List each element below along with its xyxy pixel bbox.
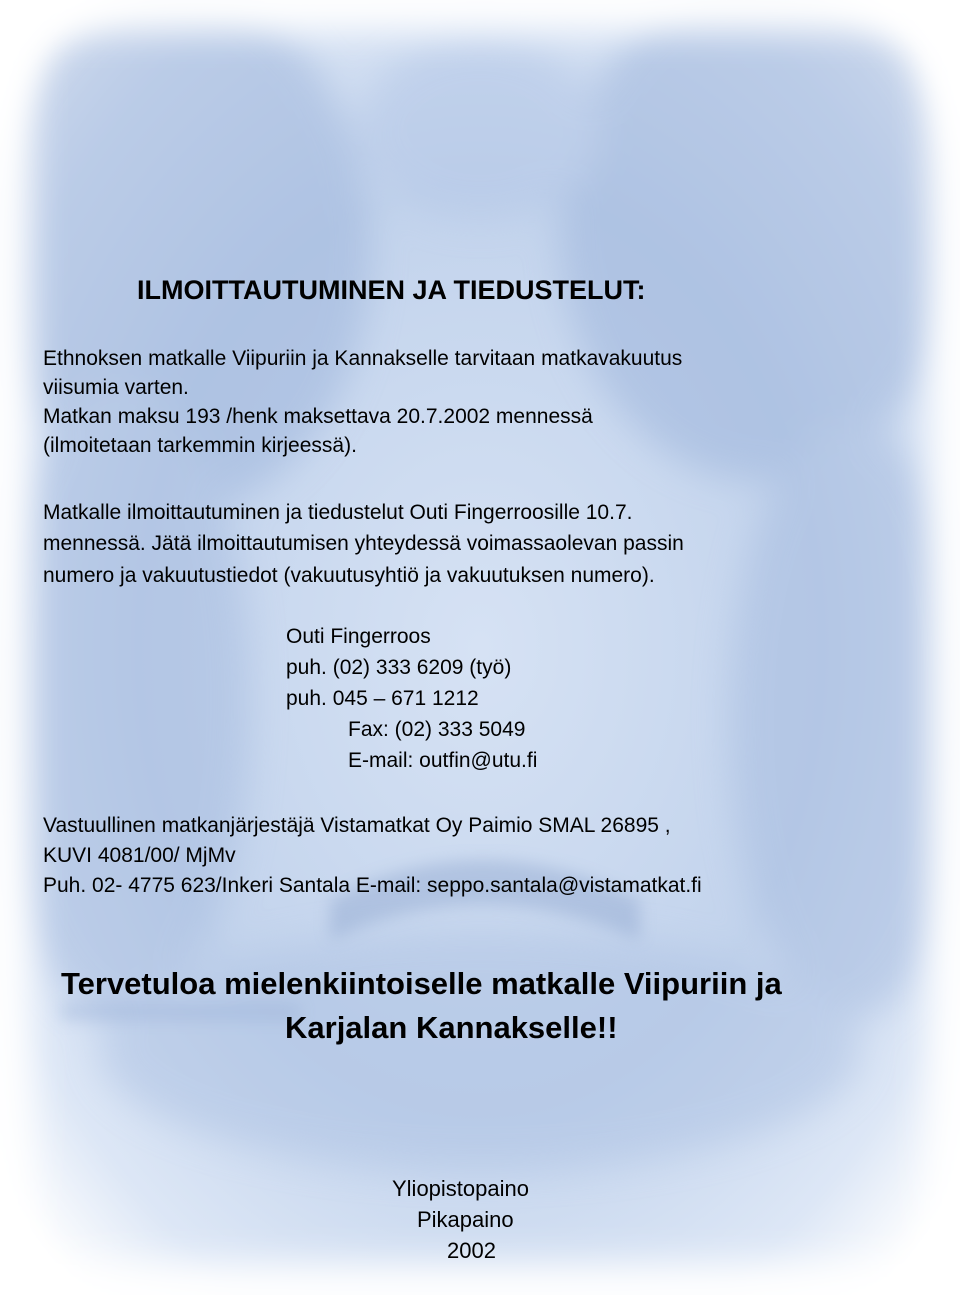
closing-line2: Karjalan Kannakselle!! bbox=[285, 1010, 618, 1045]
paragraph1-line3: Matkan maksu 193 /henk maksettava 20.7.2002 mennessä bbox=[43, 405, 593, 428]
paragraph1-line4: (ilmoitetaan tarkemmin kirjeessä). bbox=[43, 434, 357, 457]
paragraph2-line3: numero ja vakuutustiedot (vakuutusyhtiö ja vakuutuksen numero). bbox=[43, 564, 655, 587]
printer-year: 2002 bbox=[447, 1238, 496, 1263]
organizer-line2: KUVI 4081/00/ MjMv bbox=[43, 844, 236, 867]
paragraph1-line1: Ethnoksen matkalle Viipuriin ja Kannakselle tarvitaan matkavakuutus bbox=[43, 347, 683, 370]
contact-fax: Fax: (02) 333 5049 bbox=[348, 718, 526, 741]
closing-line1: Tervetuloa mielenkiintoiselle matkalle Viipuriin ja bbox=[61, 966, 782, 1001]
contact-phone-work: puh. (02) 333 6209 (työ) bbox=[286, 656, 512, 679]
contact-name: Outi Fingerroos bbox=[286, 625, 431, 648]
paragraph2-line2: mennessä. Jätä ilmoittautumisen yhteydessä voimassaolevan passin bbox=[43, 532, 684, 555]
printer-subname: Pikapaino bbox=[417, 1207, 514, 1232]
section-heading: ILMOITTAUTUMINEN JA TIEDUSTELUT: bbox=[137, 275, 646, 305]
contact-email: E-mail: outfin@utu.fi bbox=[348, 749, 538, 772]
contact-phone-mobile: puh. 045 – 671 1212 bbox=[286, 687, 479, 710]
organizer-line3: Puh. 02- 4775 623/Inkeri Santala E-mail: seppo.santala@vistamatkat.fi bbox=[43, 874, 702, 897]
paragraph1-line2: viisumia varten. bbox=[43, 376, 189, 399]
organizer-line1: Vastuullinen matkanjärjestäjä Vistamatkat Oy Paimio SMAL 26895 , bbox=[43, 814, 671, 837]
paragraph2-line1: Matkalle ilmoittautuminen ja tiedustelut Outi Fingerroosille 10.7. bbox=[43, 501, 633, 524]
printer-name: Yliopistopaino bbox=[392, 1176, 529, 1201]
